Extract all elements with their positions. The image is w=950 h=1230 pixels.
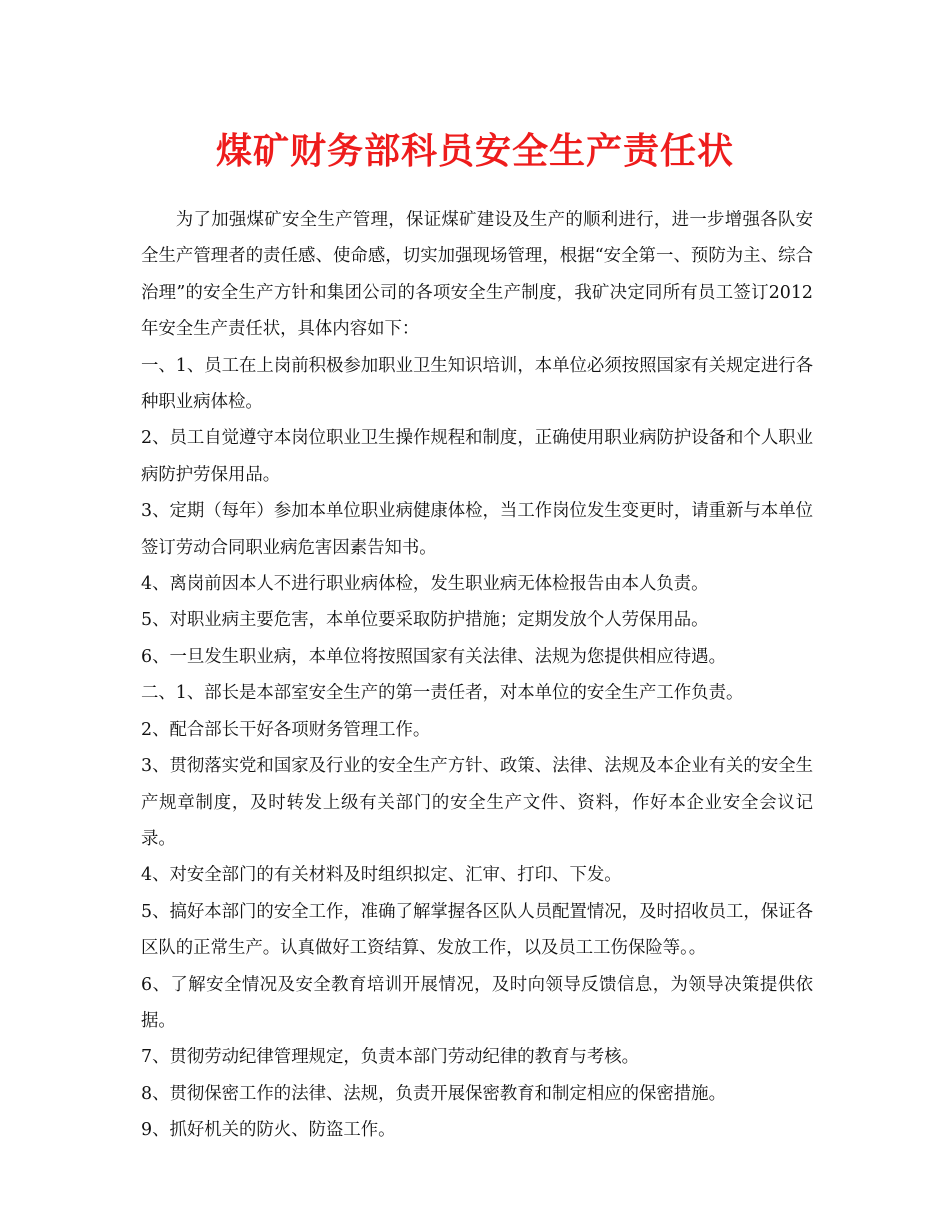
clause-paragraph: 4、离岗前因本人不进行职业病体检，发生职业病无体检报告由本人负责。 xyxy=(141,574,709,595)
clause-paragraph: 5、对职业病主要危害，本单位要采取防护措施；定期发放个人劳保用品。 xyxy=(141,610,709,631)
document-body xyxy=(141,202,813,1149)
clause-paragraph: 2、员工自觉遵守本岗位职业卫生操作规程和制度，正确使用职业病防护设备和个人职业病防护劳保用品。 xyxy=(141,428,813,485)
intro-paragraph: 为了加强煤矿安全生产管理，保证煤矿建设及生产的顺利进行，进一步增强各队安全生产管理者的责任感、使命感，切实加强现场管理，根据“安全第一、预防为主、综合治理”的安全生产方针和集团公司的各项安全生产制度，我矿决定同所有员工签订2012年安全生产责任状，具体内容如下： xyxy=(141,210,813,340)
document-title: 煤矿财务部科员安全生产责任状 xyxy=(215,130,734,172)
clause-paragraph: 二、1、部长是本部室安全生产的第一责任者，对本单位的安全生产工作负责。 xyxy=(141,683,744,704)
clause-paragraph: 6、了解安全情况及安全教育培训开展情况，及时向领导反馈信息，为领导决策提供依据。 xyxy=(141,974,813,1031)
clause-paragraph: 3、贯彻落实党和国家及行业的安全生产方针、政策、法律、法规及本企业有关的安全生产规章制度，及时转发上级有关部门的安全生产文件、资料，作好本企业安全会议记录。 xyxy=(141,756,813,849)
clause-paragraph: 5、搞好本部门的安全工作，准确了解掌握各区队人员配置情况，及时招收员工，保证各区队的正常生产。认真做好工资结算、发放工作，以及员工工伤保险等。。 xyxy=(141,901,813,959)
clause-paragraph: 4、对安全部门的有关材料及时组织拟定、汇审、打印、下发。 xyxy=(141,865,622,886)
clause-paragraph: 6、一旦发生职业病，本单位将按照国家有关法律、法规为您提供相应待遇。 xyxy=(141,646,726,667)
clause-paragraph: 9、抓好机关的防火、防盗工作。 xyxy=(141,1120,396,1141)
clause-paragraph: 2、配合部长干好各项财务管理工作。 xyxy=(141,719,431,740)
clause-paragraph: 8、贯彻保密工作的法律、法规，负责开展保密教育和制定相应的保密措施。 xyxy=(141,1083,726,1104)
clause-paragraph: 3、定期（每年）参加本单位职业病健康体检，当工作岗位发生变更时，请重新与本单位签订劳动合同职业病危害因素告知书。 xyxy=(141,501,813,558)
clause-paragraph: 7、贯彻劳动纪律管理规定，负责本部门劳动纪律的教育与考核。 xyxy=(141,1047,640,1068)
clause-paragraph: 一、1、员工在上岗前积极参加职业卫生知识培训，本单位必须按照国家有关规定进行各种职业病体检。 xyxy=(141,355,813,413)
